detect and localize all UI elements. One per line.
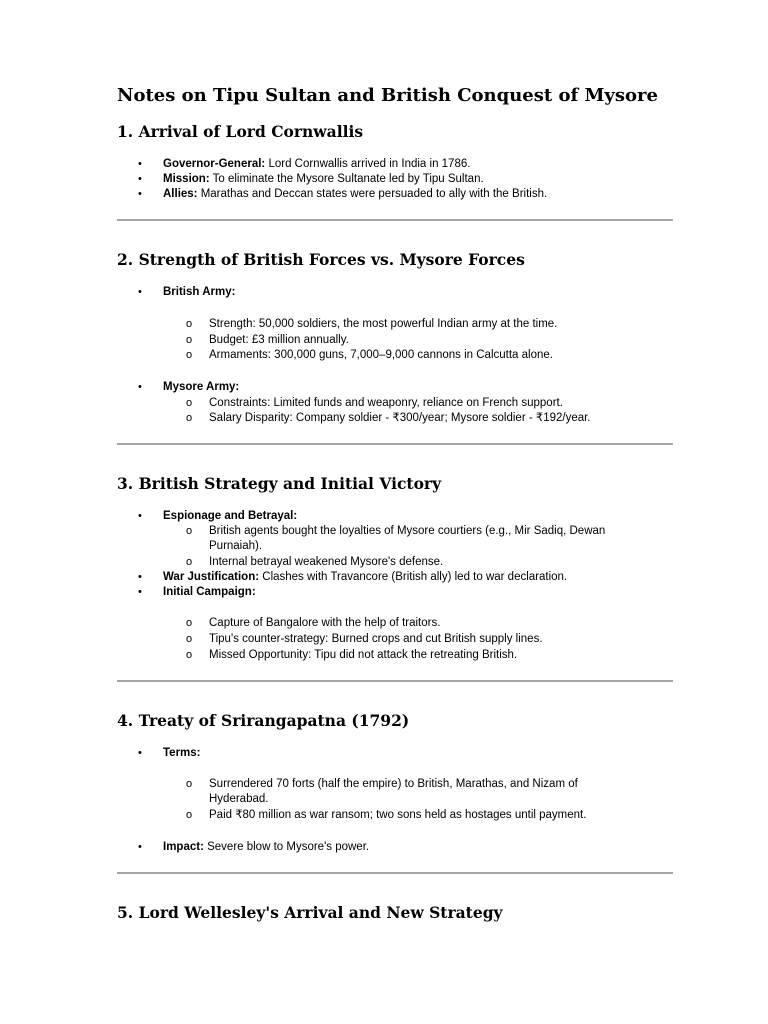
item-text: Constraints: Limited funds and weaponry, reliance on French support.: [209, 397, 563, 409]
sub-bullet-icon: o: [186, 412, 193, 424]
section-divider: [117, 680, 673, 682]
item-text: Severe blow to Mysore's power.: [203, 841, 370, 853]
item-text: Lord Cornwallis arrived in India in 1786.: [265, 158, 471, 170]
bullet-icon: •: [138, 286, 142, 298]
sub-bullet-icon: o: [186, 633, 193, 645]
bullet-icon: •: [138, 188, 142, 200]
sub-list-item: [186, 808, 587, 823]
section-3-heading: 3. British Strategy and Initial Victory: [117, 474, 442, 493]
bullet-icon: •: [138, 510, 142, 522]
item-text: Internal betrayal weakened Mysore's defense.: [209, 556, 444, 568]
sub-bullet-icon: o: [186, 397, 193, 409]
bullet-icon: •: [138, 841, 142, 853]
section-5-heading: 5. Lord Wellesley's Arrival and New Strategy: [117, 903, 503, 922]
item-text: Marathas and Deccan states were persuaded to ally with the British.: [197, 188, 548, 200]
sub-list-item: [186, 648, 518, 663]
sub-list-item: [186, 524, 629, 554]
list-item: [138, 285, 236, 300]
item-text: Capture of Bangalore with the help of traitors.: [209, 617, 441, 629]
sub-bullet-icon: o: [186, 525, 193, 537]
item-label: Governor-General:: [163, 158, 266, 170]
item-label: Mysore Army:: [163, 381, 240, 393]
sub-list-item: [186, 777, 629, 807]
section-4-heading: 4. Treaty of Srirangapatna (1792): [117, 711, 410, 730]
sub-list-item: [186, 396, 563, 411]
sub-bullet-icon: o: [186, 809, 193, 821]
sub-bullet-icon: o: [186, 318, 193, 330]
section-divider: [117, 219, 673, 221]
section-divider: [117, 443, 673, 445]
list-item: [138, 840, 370, 855]
sub-bullet-icon: o: [186, 617, 193, 629]
document-title: Notes on Tipu Sultan and British Conquest of Mysore: [117, 85, 658, 106]
list-item: [138, 172, 484, 187]
list-item: [138, 187, 548, 202]
item-label: Espionage and Betrayal:: [163, 510, 298, 522]
bullet-icon: •: [138, 747, 142, 759]
sub-list-item: [186, 317, 558, 332]
list-item: [138, 509, 298, 524]
list-item: [138, 570, 568, 585]
item-text: Armaments: 300,000 guns, 7,000–9,000 cannons in Calcutta alone.: [209, 349, 553, 361]
sub-bullet-icon: o: [186, 778, 193, 790]
bullet-icon: •: [138, 571, 142, 583]
sub-bullet-icon: o: [186, 649, 193, 661]
list-item: [138, 746, 201, 761]
item-text: Budget: £3 million annually.: [209, 334, 349, 346]
item-label: British Army:: [163, 286, 236, 298]
item-text: Paid ₹80 million as war ransom; two sons held as hostages until payment.: [209, 809, 587, 821]
bullet-icon: •: [138, 586, 142, 598]
item-text: British agents bought the loyalties of Mysore courtiers (e.g., Mir Sadiq, Dewan Purnaiah).: [209, 525, 606, 552]
item-text: Tipu's counter-strategy: Burned crops and cut British supply lines.: [209, 633, 543, 645]
bullet-icon: •: [138, 173, 142, 185]
item-label: War Justification:: [163, 571, 260, 583]
item-label: Mission:: [163, 173, 210, 185]
list-item: [138, 157, 471, 172]
item-label: Impact:: [163, 841, 204, 853]
item-label: Allies:: [163, 188, 198, 200]
section-divider: [117, 872, 673, 874]
sub-list-item: [186, 616, 441, 631]
item-text: Missed Opportunity: Tipu did not attack the retreating British.: [209, 649, 518, 661]
bullet-icon: •: [138, 158, 142, 170]
sub-list-item: [186, 333, 349, 348]
item-text: Strength: 50,000 soldiers, the most powerful Indian army at the time.: [209, 318, 558, 330]
item-text: Surrendered 70 forts (half the empire) to British, Marathas, and Nizam of Hyderabad.: [209, 778, 578, 805]
sub-bullet-icon: o: [186, 556, 193, 568]
item-text: To eliminate the Mysore Sultanate led by Tipu Sultan.: [209, 173, 484, 185]
section-2-heading: 2. Strength of British Forces vs. Mysore Forces: [117, 250, 525, 269]
sub-bullet-icon: o: [186, 349, 193, 361]
list-item: [138, 380, 240, 395]
list-item: [138, 585, 256, 600]
sub-list-item: [186, 555, 444, 570]
bullet-icon: •: [138, 381, 142, 393]
item-label: Terms:: [163, 747, 201, 759]
item-text: Clashes with Travancore (British ally) led to war declaration.: [259, 571, 568, 583]
section-1-heading: 1. Arrival of Lord Cornwallis: [117, 122, 364, 141]
sub-list-item: [186, 411, 591, 426]
sub-list-item: [186, 632, 543, 647]
sub-bullet-icon: o: [186, 334, 193, 346]
sub-list-item: [186, 348, 553, 363]
item-label: Initial Campaign:: [163, 586, 256, 598]
item-text: Salary Disparity: Company soldier - ₹300/year; Mysore soldier - ₹192/year.: [209, 412, 591, 424]
